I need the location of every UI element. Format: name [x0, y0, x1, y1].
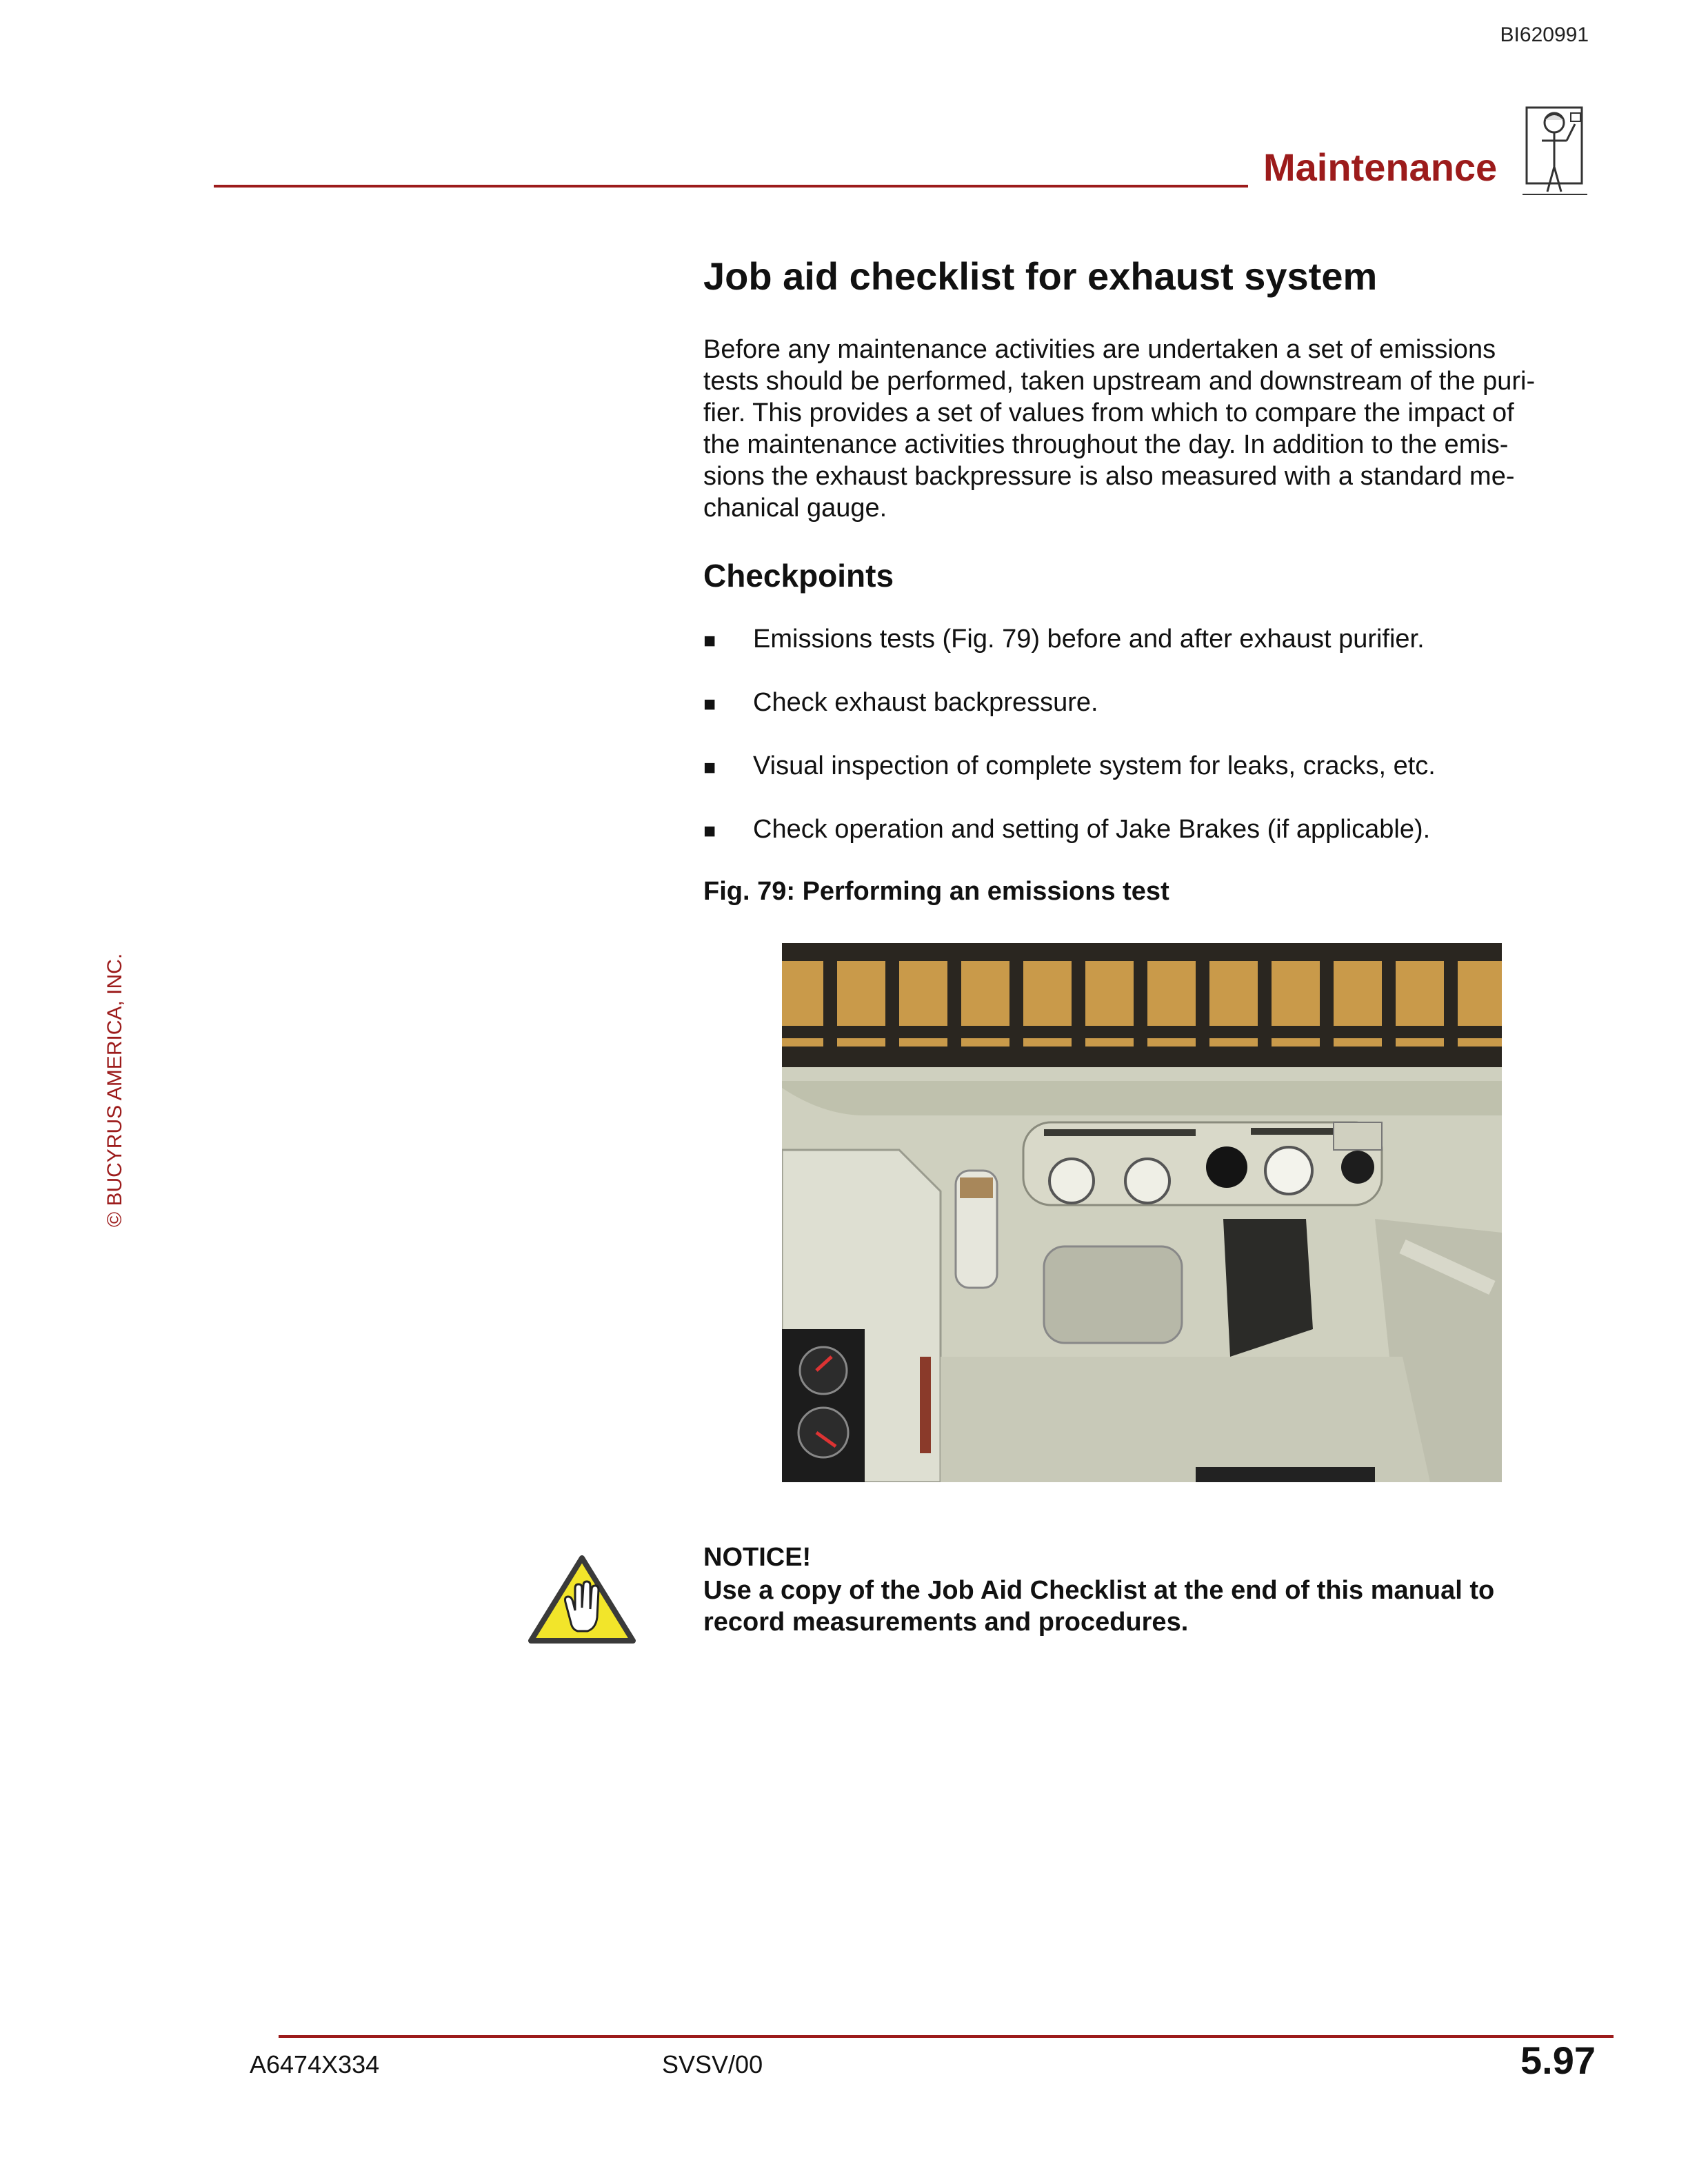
page-number: 5.97 [1520, 2039, 1596, 2082]
footer-rule [279, 2035, 1614, 2038]
intro-line: fier. This provides a set of values from which to compare the impact of [703, 398, 1514, 427]
intro-paragraph [703, 334, 1593, 524]
bullet-icon: ■ [703, 693, 716, 716]
checkpoint-item [703, 815, 1430, 845]
intro-line: sions the exhaust backpressure is also measured with a standard me- [703, 462, 1515, 491]
intro-line: tests should be performed, taken upstream and downstream of the puri- [703, 367, 1536, 396]
page-title: Job aid checklist for exhaust system [703, 254, 1378, 298]
intro-line: Before any maintenance activities are undertaken a set of emissions [703, 335, 1496, 364]
checkpoint-item [703, 751, 1436, 781]
document-id: BI620991 [1500, 23, 1589, 46]
checkpoint-text: Check operation and setting of Jake Brakes (if applicable). [753, 815, 1431, 844]
emissions-test-photo [782, 943, 1502, 1482]
checkpoint-item [703, 688, 1098, 718]
checkpoint-item [703, 625, 1425, 654]
checkpoints-heading: Checkpoints [703, 558, 894, 594]
copyright-notice: © BUCYRUS AMERICA, INC. [103, 953, 126, 1227]
mechanic-figure-icon [1521, 103, 1590, 200]
footer-revision: SVSV/00 [662, 2050, 763, 2079]
checkpoint-text: Emissions tests (Fig. 79) before and after exhaust purifier. [753, 625, 1425, 654]
bullet-icon: ■ [703, 756, 716, 779]
notice-title: NOTICE! [703, 1543, 812, 1572]
figure-caption: Fig. 79: Performing an emissions test [703, 877, 1169, 906]
intro-line: chanical gauge. [703, 494, 887, 523]
checkpoint-text: Check exhaust backpressure. [753, 688, 1098, 717]
section-title: Maintenance [1263, 145, 1498, 189]
header-rule [214, 185, 1248, 188]
footer-doc-number: A6474X334 [250, 2050, 380, 2079]
notice-text [703, 1575, 1494, 1638]
bullet-icon: ■ [703, 629, 716, 652]
intro-line: the maintenance activities throughout the day. In addition to the emis- [703, 430, 1509, 459]
hand-warning-icon [527, 1554, 637, 1646]
notice-line: Use a copy of the Job Aid Checklist at the end of this manual to [703, 1576, 1495, 1605]
bullet-icon: ■ [703, 820, 716, 842]
notice-line: record measurements and procedures. [703, 1608, 1189, 1637]
checkpoint-text: Visual inspection of complete system for leaks, cracks, etc. [753, 751, 1436, 780]
